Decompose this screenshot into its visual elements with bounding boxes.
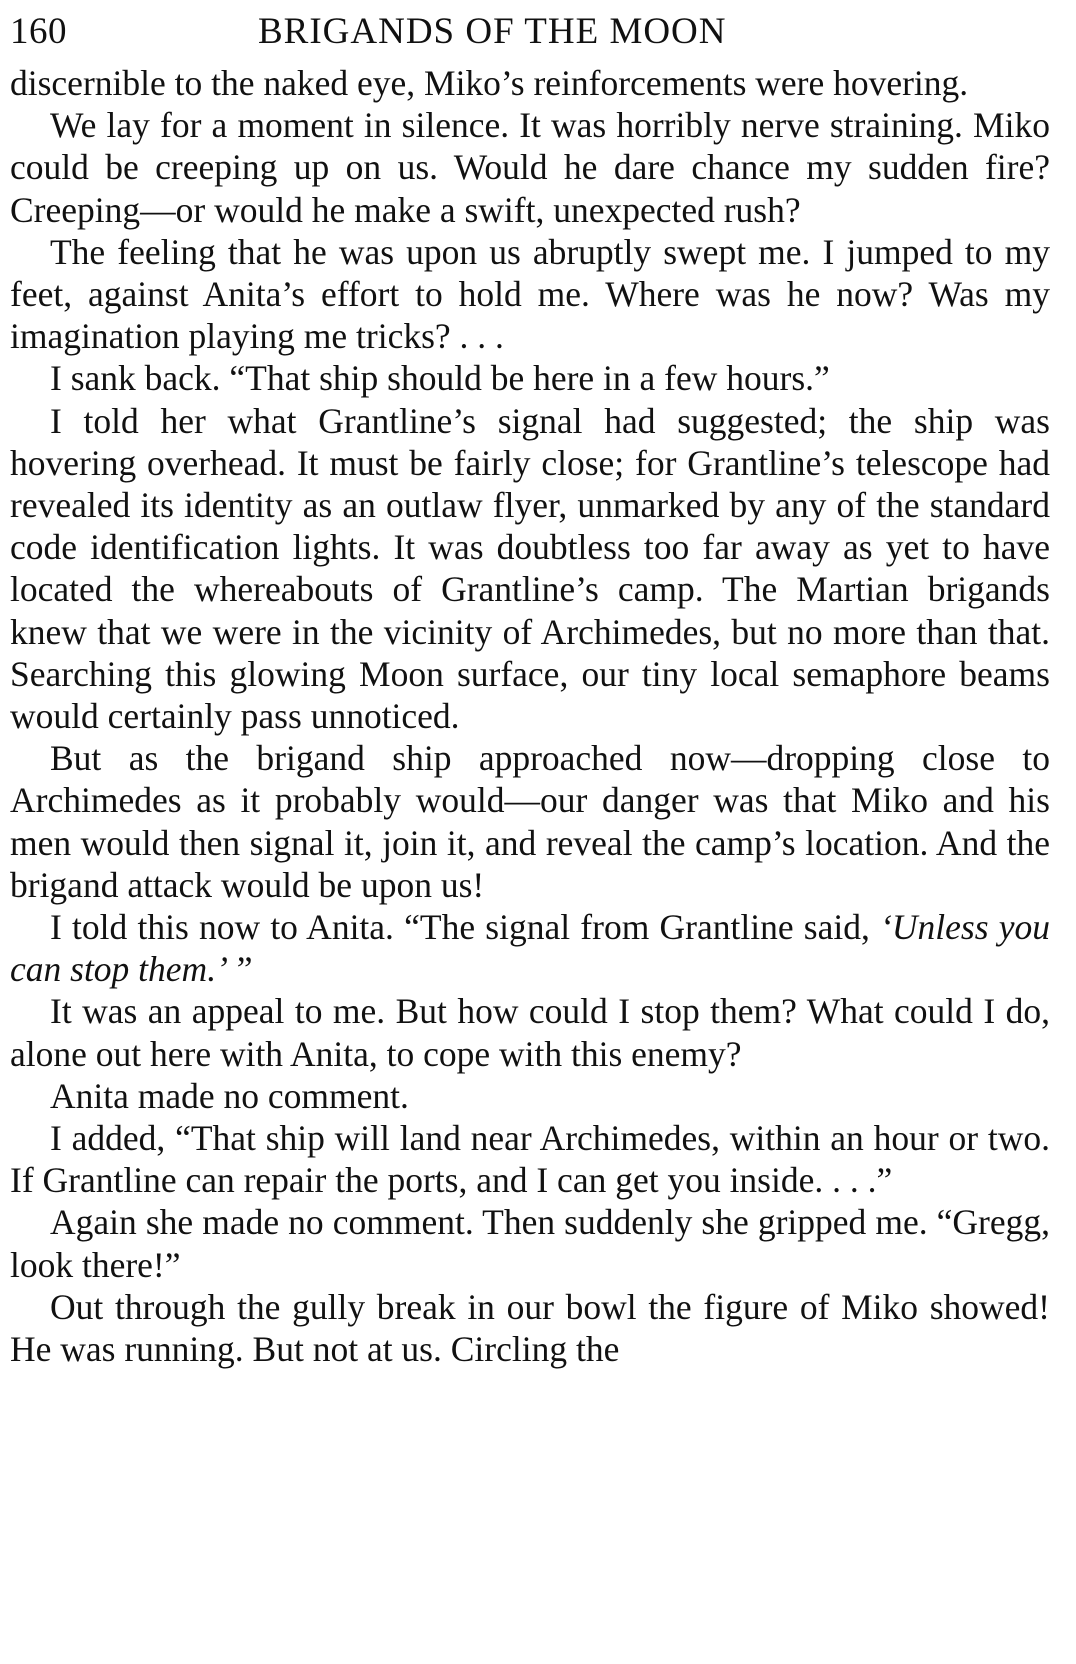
paragraph-1 — [10, 62, 1050, 104]
paragraph-2 — [10, 104, 1050, 231]
paragraph-9 — [10, 1075, 1050, 1117]
paragraph-11 — [10, 1201, 1050, 1285]
paragraph-4-text: I sank back. “That ship should be here in a few hours.” — [50, 358, 830, 399]
paragraph-7-text: I told this now to Anita. “The signal from Grantline said, — [50, 907, 870, 948]
body-text — [10, 62, 1050, 1370]
paragraph-11-text: Again she made no comment. Then suddenly she gripped me. “Gregg, look there!” — [10, 1202, 1050, 1285]
paragraph-5 — [10, 400, 1050, 738]
paragraph-3-text: The feeling that he was upon us abruptly swept me. I jumped to my feet, against Anita’s effort to hold me. Where was he now? Was my imagination playing me tricks? . . . — [10, 231, 1050, 357]
paragraph-10-text: I added, “That ship will land near Archimedes, within an hour or two. If Grantline can repair the ports, and I can get you inside. . . .” — [10, 1118, 1050, 1201]
paragraph-9-text: Anita made no comment. — [50, 1075, 409, 1116]
paragraph-7 — [10, 906, 1050, 990]
paragraph-7-italic-quote: ‘Unless you can stop them.’ — [10, 907, 1051, 990]
paragraph-7-closing-quote: ” — [227, 949, 253, 990]
paragraph-12-text: Out through the gully break in our bowl the figure of Miko showed! He was running. But not at us. Circling the — [10, 1286, 1050, 1370]
paragraph-10 — [10, 1117, 1050, 1201]
paragraph-4 — [10, 357, 1050, 399]
paragraph-8 — [10, 990, 1050, 1074]
book-page — [10, 10, 1050, 1370]
running-head — [10, 10, 1050, 62]
paragraph-12 — [10, 1286, 1050, 1370]
book-title: BRIGANDS OF THE MOON — [258, 11, 727, 52]
paragraph-6-text: But as the brigand ship approached now—dropping close to Archimedes as it probably would—our danger was that Miko and his men would then signal it, join it, and reveal the camp’s location. And the brigand attack would be upon us! — [10, 738, 1050, 905]
page-number: 160 — [10, 11, 67, 52]
paragraph-8-text: It was an appeal to me. But how could I stop them? What could I do, alone out here with Anita, to cope with this enemy? — [10, 991, 1050, 1074]
paragraph-3 — [10, 231, 1050, 358]
paragraph-2-text: We lay for a moment in silence. It was horribly nerve straining. Miko could be creeping up on us. Would he dare chance my sudden fire? Creeping—or would he make a swift, unexpected rush? — [10, 105, 1050, 230]
paragraph-1-text: discernible to the naked eye, Miko’s reinforcements were hovering. — [10, 63, 969, 103]
paragraph-5-text: I told her what Grantline’s signal had suggested; the ship was hovering overhead. It must be fairly close; for Grantline’s telescope had revealed its identity as an outlaw flyer, unmarked by any of the standard code identification lights. It was doubtless too far away as yet to have located the whereabouts of Grantline’s camp. The Martian brigands knew that we were in the vicinity of Archimedes, but no more than that. Searching this glowing Moon surface, our tiny local semaphore beams would certainly pass unnoticed. — [10, 400, 1050, 737]
paragraph-6 — [10, 737, 1050, 906]
